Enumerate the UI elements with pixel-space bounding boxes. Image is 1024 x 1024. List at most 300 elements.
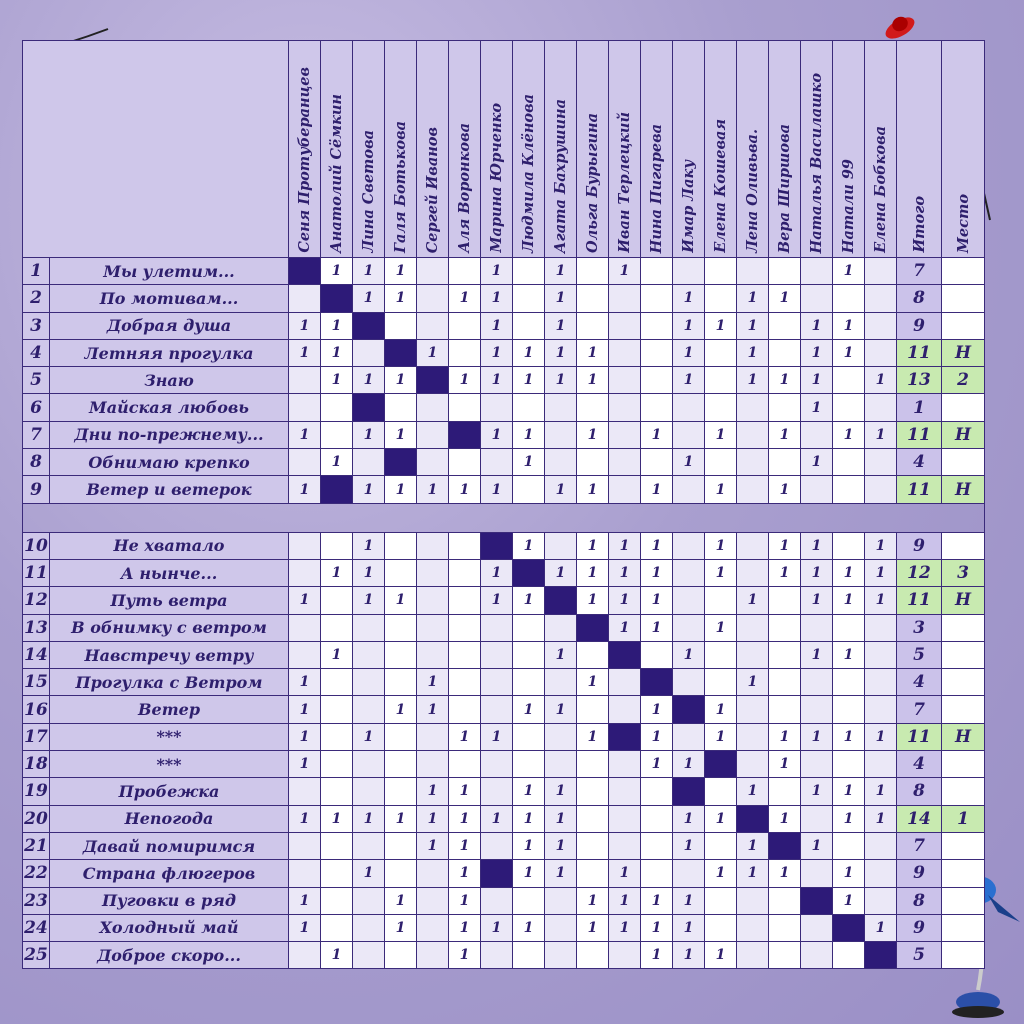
vote-mark: 1	[641, 723, 673, 750]
place-cell	[942, 449, 985, 476]
vote-mark: 1	[449, 832, 481, 859]
vote-cell	[641, 860, 673, 887]
entry-title: Холодный май	[50, 914, 289, 941]
vote-cell	[833, 942, 865, 969]
vote-mark: 1	[577, 532, 609, 559]
vote-mark: 1	[289, 723, 321, 750]
total-cell: 8	[897, 285, 942, 312]
vote-cell	[321, 421, 353, 448]
vote-cell	[449, 614, 481, 641]
vote-mark: 1	[833, 421, 865, 448]
row-number: 23	[23, 887, 50, 914]
vote-mark: 1	[769, 860, 801, 887]
vote-cell	[705, 587, 737, 614]
vote-cell	[289, 832, 321, 859]
vote-mark: 1	[673, 339, 705, 366]
vote-mark: 1	[833, 559, 865, 586]
place-cell	[942, 942, 985, 969]
vote-mark: 1	[353, 559, 385, 586]
vote-cell	[417, 258, 449, 285]
total-cell: 7	[897, 832, 942, 859]
entry-title: Не хватало	[50, 532, 289, 559]
vote-cell	[513, 285, 545, 312]
vote-mark: 1	[673, 367, 705, 394]
vote-cell	[481, 887, 513, 914]
vote-cell	[513, 476, 545, 503]
vote-mark: 1	[865, 532, 897, 559]
vote-mark: 1	[385, 367, 417, 394]
row-number: 19	[23, 778, 50, 805]
vote-cell	[321, 860, 353, 887]
participant-header	[705, 41, 737, 258]
vote-mark: 1	[481, 285, 513, 312]
vote-mark: 1	[769, 532, 801, 559]
self-cell	[321, 285, 353, 312]
row-number: 15	[23, 669, 50, 696]
vote-mark: 1	[321, 805, 353, 832]
vote-mark: 1	[513, 367, 545, 394]
vote-cell	[737, 614, 769, 641]
row-number: 7	[23, 421, 50, 448]
table-row	[23, 587, 985, 614]
vote-mark: 1	[385, 587, 417, 614]
vote-cell	[737, 449, 769, 476]
place-cell: 1	[942, 805, 985, 832]
vote-mark: 1	[545, 339, 577, 366]
participant-header	[353, 41, 385, 258]
vote-mark: 1	[577, 421, 609, 448]
participant-header	[577, 41, 609, 258]
vote-cell	[609, 669, 641, 696]
table-row	[23, 421, 985, 448]
participant-name: Аля Воронкова	[456, 123, 473, 253]
self-cell	[609, 723, 641, 750]
place-cell	[942, 312, 985, 339]
vote-cell	[449, 559, 481, 586]
vote-mark: 1	[801, 339, 833, 366]
vote-mark: 1	[833, 778, 865, 805]
vote-cell	[673, 860, 705, 887]
vote-cell	[321, 587, 353, 614]
vote-mark: 1	[289, 887, 321, 914]
vote-mark: 1	[737, 587, 769, 614]
vote-mark: 1	[289, 339, 321, 366]
vote-mark: 1	[449, 476, 481, 503]
vote-mark: 1	[481, 421, 513, 448]
vote-cell	[449, 751, 481, 778]
vote-mark: 1	[641, 942, 673, 969]
vote-mark: 1	[705, 532, 737, 559]
place-cell: Н	[942, 339, 985, 366]
vote-mark: 1	[801, 312, 833, 339]
vote-mark: 1	[801, 449, 833, 476]
place-cell: 2	[942, 367, 985, 394]
vote-cell	[353, 887, 385, 914]
self-cell	[289, 258, 321, 285]
vote-cell	[769, 942, 801, 969]
vote-cell	[769, 696, 801, 723]
vote-cell	[609, 832, 641, 859]
vote-cell	[321, 778, 353, 805]
vote-cell	[385, 669, 417, 696]
vote-cell	[321, 696, 353, 723]
vote-cell	[609, 942, 641, 969]
self-cell	[609, 641, 641, 668]
row-number: 20	[23, 805, 50, 832]
vote-mark: 1	[833, 312, 865, 339]
vote-cell	[865, 614, 897, 641]
vote-mark: 1	[705, 614, 737, 641]
vote-cell	[737, 751, 769, 778]
vote-cell	[705, 449, 737, 476]
vote-mark: 1	[673, 285, 705, 312]
vote-cell	[833, 449, 865, 476]
vote-cell	[865, 394, 897, 421]
place-cell: Н	[942, 587, 985, 614]
vote-cell	[801, 751, 833, 778]
table-row	[23, 887, 985, 914]
vote-cell	[481, 778, 513, 805]
vote-mark: 1	[513, 832, 545, 859]
vote-cell	[641, 832, 673, 859]
vote-mark: 1	[481, 559, 513, 586]
vote-cell	[289, 285, 321, 312]
vote-mark: 1	[641, 751, 673, 778]
vote-cell	[705, 641, 737, 668]
vote-mark: 1	[737, 778, 769, 805]
vote-cell	[865, 476, 897, 503]
vote-mark: 1	[513, 339, 545, 366]
vote-cell	[577, 285, 609, 312]
self-cell	[545, 587, 577, 614]
vote-mark: 1	[321, 339, 353, 366]
vote-mark: 1	[385, 696, 417, 723]
participant-name: Марина Юрченко	[488, 103, 505, 253]
table-row	[23, 641, 985, 668]
vote-mark: 1	[417, 339, 449, 366]
entry-title: Обнимаю крепко	[50, 449, 289, 476]
self-cell	[673, 696, 705, 723]
total-cell: 5	[897, 942, 942, 969]
table-row	[23, 751, 985, 778]
vote-mark: 1	[801, 532, 833, 559]
vote-cell	[481, 832, 513, 859]
vote-mark: 1	[449, 860, 481, 887]
vote-cell	[385, 532, 417, 559]
vote-mark: 1	[865, 367, 897, 394]
vote-cell	[289, 449, 321, 476]
row-number: 4	[23, 339, 50, 366]
vote-cell	[641, 805, 673, 832]
row-number: 3	[23, 312, 50, 339]
vote-cell	[641, 778, 673, 805]
vote-cell	[737, 696, 769, 723]
total-cell: 7	[897, 258, 942, 285]
vote-mark: 1	[769, 285, 801, 312]
vote-cell	[513, 887, 545, 914]
vote-mark: 1	[545, 832, 577, 859]
participant-name: Наталья Василашко	[808, 72, 825, 253]
place-cell	[942, 669, 985, 696]
vote-cell	[481, 696, 513, 723]
self-cell	[641, 669, 673, 696]
vote-cell	[673, 614, 705, 641]
entry-title: Ветер	[50, 696, 289, 723]
vote-cell	[833, 669, 865, 696]
self-cell	[513, 559, 545, 586]
self-cell	[417, 367, 449, 394]
vote-mark: 1	[545, 860, 577, 887]
vote-mark: 1	[673, 832, 705, 859]
vote-cell	[513, 394, 545, 421]
participant-name: Анатолий Сёмкин	[328, 93, 345, 253]
participant-header	[609, 41, 641, 258]
entry-title: В обнимку с ветром	[50, 614, 289, 641]
vote-cell	[353, 641, 385, 668]
gap-cell	[23, 503, 985, 532]
vote-cell	[769, 339, 801, 366]
total-cell: 9	[897, 914, 942, 941]
vote-cell	[289, 532, 321, 559]
row-number: 13	[23, 614, 50, 641]
vote-cell	[673, 394, 705, 421]
vote-mark: 1	[769, 751, 801, 778]
self-cell	[385, 449, 417, 476]
self-cell	[833, 914, 865, 941]
vote-mark: 1	[705, 476, 737, 503]
vote-mark: 1	[673, 914, 705, 941]
place-cell	[942, 641, 985, 668]
total-header-label: Итого	[910, 196, 928, 253]
vote-cell	[769, 887, 801, 914]
vote-mark: 1	[545, 641, 577, 668]
vote-cell	[289, 394, 321, 421]
entry-title: Добрая душа	[50, 312, 289, 339]
vote-cell	[321, 832, 353, 859]
vote-mark: 1	[737, 669, 769, 696]
vote-mark: 1	[545, 312, 577, 339]
vote-cell	[353, 778, 385, 805]
vote-cell	[417, 449, 449, 476]
row-number: 2	[23, 285, 50, 312]
vote-mark: 1	[705, 723, 737, 750]
self-cell	[385, 339, 417, 366]
table-row	[23, 860, 985, 887]
vote-cell	[321, 887, 353, 914]
vote-cell	[801, 476, 833, 503]
vote-mark: 1	[833, 805, 865, 832]
place-header-label: Место	[954, 193, 972, 253]
total-header	[897, 41, 942, 258]
total-cell: 11	[897, 421, 942, 448]
vote-cell	[641, 312, 673, 339]
self-cell	[705, 751, 737, 778]
vote-mark: 1	[577, 887, 609, 914]
participant-name: Вера Ширшова	[776, 123, 793, 253]
vote-cell	[865, 832, 897, 859]
row-number: 25	[23, 942, 50, 969]
participant-header	[641, 41, 673, 258]
vote-cell	[321, 614, 353, 641]
entry-title: Непогода	[50, 805, 289, 832]
vote-mark: 1	[385, 887, 417, 914]
entry-title: Навстречу ветру	[50, 641, 289, 668]
vote-mark: 1	[865, 421, 897, 448]
vote-mark: 1	[769, 723, 801, 750]
total-cell: 4	[897, 449, 942, 476]
vote-mark: 1	[385, 421, 417, 448]
vote-cell	[801, 696, 833, 723]
vote-cell	[737, 476, 769, 503]
vote-cell	[545, 723, 577, 750]
vote-cell	[769, 669, 801, 696]
vote-cell	[353, 339, 385, 366]
vote-mark: 1	[673, 942, 705, 969]
participant-name: Сергей Иванов	[424, 126, 441, 253]
table-row	[23, 339, 985, 366]
vote-mark: 1	[385, 258, 417, 285]
vote-cell	[673, 559, 705, 586]
place-cell: Н	[942, 723, 985, 750]
vote-cell	[449, 696, 481, 723]
vote-mark: 1	[801, 832, 833, 859]
total-cell: 5	[897, 641, 942, 668]
vote-mark: 1	[865, 805, 897, 832]
participant-name: Нина Пигарева	[648, 123, 665, 253]
row-number: 21	[23, 832, 50, 859]
vote-cell	[353, 914, 385, 941]
vote-cell	[353, 614, 385, 641]
vote-mark: 1	[641, 914, 673, 941]
vote-cell	[417, 559, 449, 586]
vote-cell	[513, 641, 545, 668]
self-cell	[801, 887, 833, 914]
vote-mark: 1	[481, 339, 513, 366]
vote-mark: 1	[609, 559, 641, 586]
vote-mark: 1	[321, 258, 353, 285]
vote-cell	[577, 641, 609, 668]
vote-cell	[705, 339, 737, 366]
table-row	[23, 778, 985, 805]
total-cell: 9	[897, 312, 942, 339]
row-number: 10	[23, 532, 50, 559]
vote-mark: 1	[641, 476, 673, 503]
vote-cell	[641, 449, 673, 476]
vote-cell	[513, 614, 545, 641]
vote-cell	[417, 751, 449, 778]
vote-cell	[801, 914, 833, 941]
vote-cell	[769, 312, 801, 339]
vote-cell	[513, 258, 545, 285]
vote-mark: 1	[673, 887, 705, 914]
vote-mark: 1	[289, 476, 321, 503]
vote-cell	[833, 285, 865, 312]
vote-mark: 1	[449, 914, 481, 941]
participant-header	[673, 41, 705, 258]
vote-mark: 1	[865, 914, 897, 941]
vote-cell	[321, 532, 353, 559]
participant-header	[737, 41, 769, 258]
vote-mark: 1	[385, 476, 417, 503]
vote-cell	[769, 914, 801, 941]
vote-mark: 1	[609, 887, 641, 914]
vote-mark: 1	[609, 258, 641, 285]
vote-mark: 1	[641, 696, 673, 723]
vote-cell	[577, 258, 609, 285]
vote-mark: 1	[673, 751, 705, 778]
row-number: 22	[23, 860, 50, 887]
vote-mark: 1	[641, 887, 673, 914]
total-cell: 4	[897, 669, 942, 696]
participant-name: Лина Светова	[360, 130, 377, 253]
vote-mark: 1	[865, 559, 897, 586]
vote-cell	[513, 723, 545, 750]
vote-cell	[705, 914, 737, 941]
participant-header	[513, 41, 545, 258]
vote-mark: 1	[705, 942, 737, 969]
vote-mark: 1	[577, 559, 609, 586]
vote-cell	[513, 942, 545, 969]
vote-cell	[769, 258, 801, 285]
vote-cell	[737, 532, 769, 559]
place-cell	[942, 285, 985, 312]
vote-cell	[385, 860, 417, 887]
hat-icon	[880, 4, 920, 44]
vote-cell	[737, 559, 769, 586]
vote-mark: 1	[801, 641, 833, 668]
vote-mark: 1	[641, 532, 673, 559]
vote-mark: 1	[289, 669, 321, 696]
participant-name: Лена Оливьва.	[744, 129, 761, 253]
vote-mark: 1	[545, 805, 577, 832]
vote-mark: 1	[673, 805, 705, 832]
vote-cell	[865, 312, 897, 339]
vote-mark: 1	[513, 914, 545, 941]
table-row	[23, 367, 985, 394]
vote-cell	[289, 367, 321, 394]
vote-mark: 1	[449, 723, 481, 750]
vote-cell	[833, 832, 865, 859]
vote-mark: 1	[609, 914, 641, 941]
vote-cell	[449, 449, 481, 476]
vote-cell	[481, 641, 513, 668]
vote-cell	[481, 394, 513, 421]
vote-cell	[737, 887, 769, 914]
vote-cell	[545, 614, 577, 641]
vote-cell	[673, 476, 705, 503]
vote-cell	[417, 532, 449, 559]
total-cell: 11	[897, 723, 942, 750]
vote-mark: 1	[289, 587, 321, 614]
vote-cell	[865, 339, 897, 366]
participant-header	[801, 41, 833, 258]
vote-mark: 1	[833, 887, 865, 914]
participant-header	[545, 41, 577, 258]
place-cell	[942, 778, 985, 805]
row-number: 5	[23, 367, 50, 394]
vote-cell	[385, 751, 417, 778]
vote-cell	[545, 449, 577, 476]
vote-cell	[577, 696, 609, 723]
vote-cell	[545, 421, 577, 448]
vote-mark: 1	[321, 641, 353, 668]
table-row	[23, 942, 985, 969]
vote-cell	[417, 860, 449, 887]
vote-mark: 1	[801, 778, 833, 805]
table-row	[23, 914, 985, 941]
participant-name: Ольга Бурыгина	[584, 112, 601, 253]
vote-mark: 1	[513, 805, 545, 832]
